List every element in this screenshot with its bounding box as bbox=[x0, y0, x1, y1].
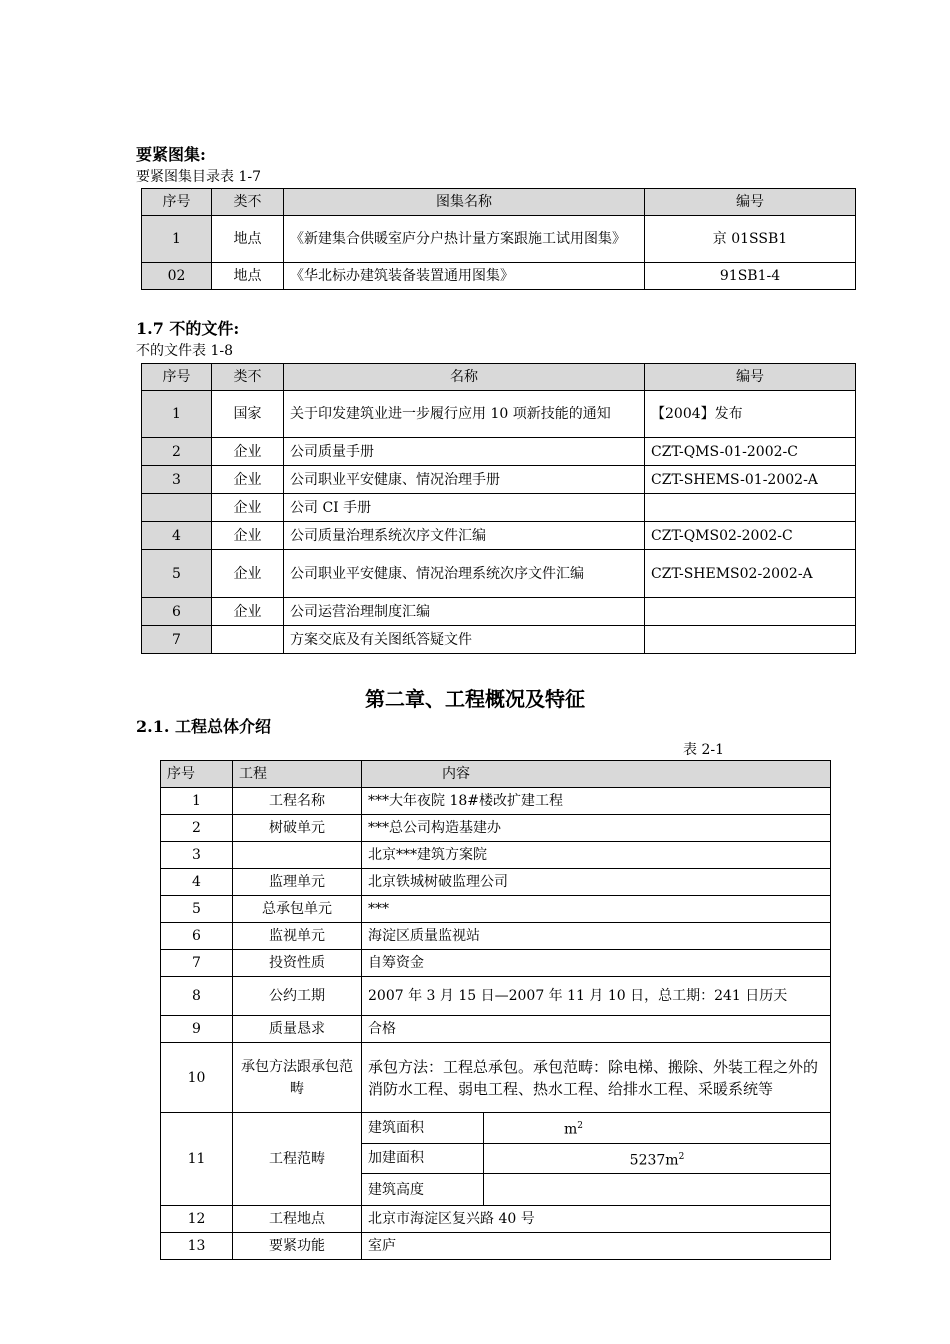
col-header: 工程 bbox=[233, 761, 362, 788]
cell-code: 91SB1-4 bbox=[645, 263, 856, 290]
atlas-table bbox=[141, 188, 856, 290]
cell-type bbox=[212, 626, 284, 654]
cell-type: 企业 bbox=[212, 494, 284, 522]
cell-type: 地点 bbox=[212, 216, 284, 263]
cell-name: 《华北标办建筑装备装置通用图集》 bbox=[284, 263, 645, 290]
col-header: 序号 bbox=[142, 364, 212, 391]
cell-content: 北京***建筑方案院 bbox=[362, 842, 831, 869]
cell-no: 2 bbox=[161, 815, 233, 842]
cell-code bbox=[645, 626, 856, 654]
cell-no: 9 bbox=[161, 1016, 233, 1043]
cell-code: 京 01SSB1 bbox=[645, 216, 856, 263]
cell-no: 3 bbox=[161, 842, 233, 869]
area-unit-exponent: 2 bbox=[577, 1121, 584, 1131]
table-row bbox=[142, 550, 856, 598]
cell-name: 公司职业平安健康、情况治理手册 bbox=[284, 466, 645, 494]
cell-no: 1 bbox=[161, 788, 233, 815]
table-row bbox=[161, 950, 831, 977]
section-heading-overview: 2.1. 工程总体介绍 bbox=[136, 717, 271, 736]
section-heading-atlas: 要紧图集: bbox=[136, 145, 206, 164]
cell-item: 总承包单元 bbox=[233, 896, 362, 923]
cell-no: 1 bbox=[142, 216, 212, 263]
table-number: 表 2-1 bbox=[683, 742, 724, 758]
cell-type: 地点 bbox=[212, 263, 284, 290]
table-row bbox=[142, 216, 856, 263]
cell-no: 3 bbox=[142, 466, 212, 494]
cell-content: *** bbox=[362, 896, 831, 923]
cell-item: 公约工期 bbox=[233, 977, 362, 1016]
table-row bbox=[161, 1016, 831, 1043]
col-header: 名称 bbox=[284, 364, 645, 391]
cell-subvalue bbox=[484, 1143, 831, 1174]
cell-code bbox=[645, 598, 856, 626]
documents-table bbox=[141, 363, 856, 654]
table-row bbox=[161, 923, 831, 950]
cell-no: 2 bbox=[142, 438, 212, 466]
cell-name: 公司职业平安健康、情况治理系统次序文件汇编 bbox=[284, 550, 645, 598]
cell-type: 企业 bbox=[212, 522, 284, 550]
cell-item: 要紧功能 bbox=[233, 1233, 362, 1260]
cell-no: 02 bbox=[142, 263, 212, 290]
cell-subvalue bbox=[484, 1113, 831, 1144]
cell-subitem: 建筑高度 bbox=[362, 1174, 484, 1206]
col-header: 类不 bbox=[212, 189, 284, 216]
table-row bbox=[142, 263, 856, 290]
table-row bbox=[142, 522, 856, 550]
cell-item: 投资性质 bbox=[233, 950, 362, 977]
cell-code: CZT-QMS02-2002-C bbox=[645, 522, 856, 550]
cell-content: 自筹资金 bbox=[362, 950, 831, 977]
cell-code: 【2004】发布 bbox=[645, 391, 856, 438]
cell-content: 北京铁城树破监理公司 bbox=[362, 869, 831, 896]
table-row bbox=[161, 815, 831, 842]
table-row bbox=[161, 1206, 831, 1233]
table-row bbox=[161, 896, 831, 923]
col-header: 序号 bbox=[142, 189, 212, 216]
cell-no: 6 bbox=[142, 598, 212, 626]
cell-content: ***总公司构造基建办 bbox=[362, 815, 831, 842]
table-row bbox=[161, 869, 831, 896]
cell-item: 质量恳求 bbox=[233, 1016, 362, 1043]
cell-no: 1 bbox=[142, 391, 212, 438]
cell-code: CZT-SHEMS02-2002-A bbox=[645, 550, 856, 598]
cell-no: 11 bbox=[161, 1113, 233, 1206]
cell-no: 5 bbox=[142, 550, 212, 598]
cell-subitem: 建筑面积 bbox=[362, 1113, 484, 1144]
table-row bbox=[142, 391, 856, 438]
cell-no: 8 bbox=[161, 977, 233, 1016]
cell-no: 4 bbox=[161, 869, 233, 896]
table-row bbox=[161, 842, 831, 869]
cell-no: 13 bbox=[161, 1233, 233, 1260]
table-row bbox=[142, 598, 856, 626]
col-header: 类不 bbox=[212, 364, 284, 391]
chapter-title: 第二章、工程概况及特征 bbox=[365, 687, 585, 711]
cell-no: 6 bbox=[161, 923, 233, 950]
table-row bbox=[142, 438, 856, 466]
cell-item: 监视单元 bbox=[233, 923, 362, 950]
table-row bbox=[142, 626, 856, 654]
cell-content: 2007 年 3 月 15 日—2007 年 11 月 10 日，总工期：241 日历天 bbox=[362, 977, 831, 1016]
table-row bbox=[161, 1113, 831, 1144]
cell-subitem: 加建面积 bbox=[362, 1143, 484, 1174]
cell-no: 7 bbox=[161, 950, 233, 977]
section-heading-other-docs: 1.7 不的文件: bbox=[136, 319, 240, 338]
cell-name: 公司质量手册 bbox=[284, 438, 645, 466]
cell-name: 关于印发建筑业进一步履行应用 10 项新技能的通知 bbox=[284, 391, 645, 438]
area-value: 5237m bbox=[629, 1152, 679, 1169]
cell-no bbox=[142, 494, 212, 522]
cell-content: 合格 bbox=[362, 1016, 831, 1043]
cell-item: 工程名称 bbox=[233, 788, 362, 815]
table-row bbox=[161, 977, 831, 1016]
table-caption-1-7: 要紧图集目录表 1-7 bbox=[136, 169, 261, 185]
cell-type: 企业 bbox=[212, 438, 284, 466]
cell-content: ***大年夜院 18#楼改扩建工程 bbox=[362, 788, 831, 815]
cell-code: CZT-QMS-01-2002-C bbox=[645, 438, 856, 466]
table-row bbox=[142, 494, 856, 522]
table-row bbox=[142, 466, 856, 494]
table-row bbox=[161, 1233, 831, 1260]
cell-type: 企业 bbox=[212, 466, 284, 494]
cell-no: 5 bbox=[161, 896, 233, 923]
cell-no: 4 bbox=[142, 522, 212, 550]
table-row bbox=[161, 788, 831, 815]
cell-no: 7 bbox=[142, 626, 212, 654]
cell-code bbox=[645, 494, 856, 522]
cell-content: 承包方法：工程总承包。承包范畴：除电梯、搬除、外装工程之外的消防水工程、弱电工程、热水工程、给排水工程、采暖系统等 bbox=[362, 1043, 831, 1113]
table-caption-1-8: 不的文件表 1-8 bbox=[136, 343, 233, 359]
cell-name: 公司 CI 手册 bbox=[284, 494, 645, 522]
area-value: m bbox=[564, 1121, 578, 1138]
cell-subvalue bbox=[484, 1174, 831, 1206]
cell-content: 北京市海淀区复兴路 40 号 bbox=[362, 1206, 831, 1233]
cell-no: 12 bbox=[161, 1206, 233, 1233]
cell-type: 企业 bbox=[212, 550, 284, 598]
cell-code: CZT-SHEMS-01-2002-A bbox=[645, 466, 856, 494]
cell-content: 室庐 bbox=[362, 1233, 831, 1260]
cell-item: 承包方法跟承包范畴 bbox=[233, 1043, 362, 1113]
col-header: 编号 bbox=[645, 189, 856, 216]
project-overview-table bbox=[160, 760, 831, 1260]
cell-no: 10 bbox=[161, 1043, 233, 1113]
cell-item: 监理单元 bbox=[233, 869, 362, 896]
col-header: 序号 bbox=[161, 761, 233, 788]
cell-item: 工程地点 bbox=[233, 1206, 362, 1233]
cell-name: 《新建集合供暖室庐分户热计量方案跟施工试用图集》 bbox=[284, 216, 645, 263]
col-header: 图集名称 bbox=[284, 189, 645, 216]
area-unit-exponent: 2 bbox=[678, 1151, 685, 1162]
cell-item: 工程范畴 bbox=[233, 1113, 362, 1206]
col-header: 内容 bbox=[362, 761, 831, 788]
table-row bbox=[161, 1043, 831, 1113]
cell-type: 企业 bbox=[212, 598, 284, 626]
cell-item: 树破单元 bbox=[233, 815, 362, 842]
cell-name: 方案交底及有关图纸答疑文件 bbox=[284, 626, 645, 654]
cell-type: 国家 bbox=[212, 391, 284, 438]
cell-name: 公司运营治理制度汇编 bbox=[284, 598, 645, 626]
col-header: 编号 bbox=[645, 364, 856, 391]
cell-content: 海淀区质量监视站 bbox=[362, 923, 831, 950]
cell-name: 公司质量治理系统次序文件汇编 bbox=[284, 522, 645, 550]
cell-item bbox=[233, 842, 362, 869]
